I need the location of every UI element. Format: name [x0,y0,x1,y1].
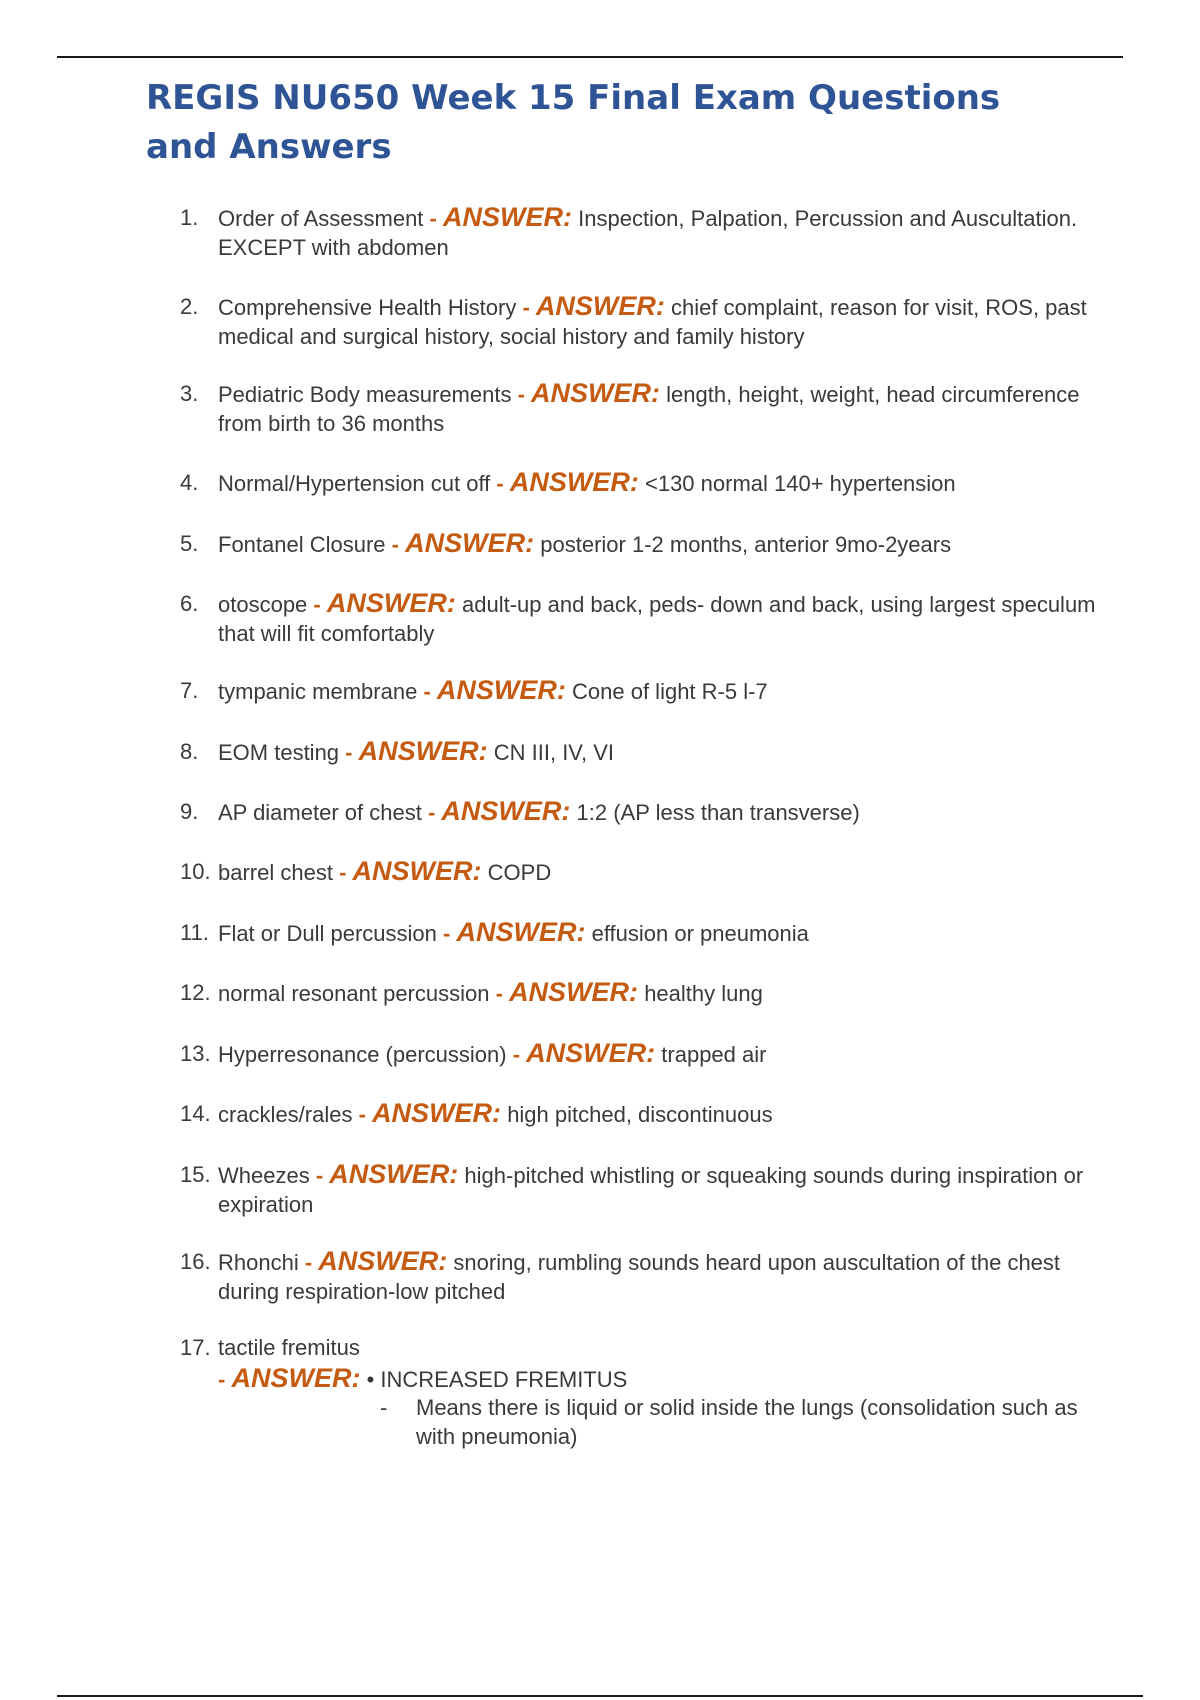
answer-text: length, height, weight, head circumference from birth to 36 months [218,382,1080,436]
answer-text: high-pitched whistling or squeaking sounds during inspiration or expiration [218,1163,1084,1217]
item-number: 8. [180,739,199,764]
answer-label: ANSWER: [436,675,566,705]
answer-label: ANSWER: [329,1159,459,1189]
answer-separator: - [522,295,530,320]
question-text: barrel chest [218,860,333,885]
question-text: Fontanel Closure [218,532,386,557]
answer-separator: - [304,1250,313,1275]
answer-separator: - [315,1163,324,1188]
item-number: 9. [180,799,199,824]
answer-label: ANSWER: [441,796,571,826]
item-number: 13. [180,1041,211,1066]
question-text: Pediatric Body measurements [218,382,512,407]
question-text: Order of Assessment [218,206,424,231]
question-text: crackles/rales [218,1102,353,1127]
answer-label: ANSWER: [352,856,482,886]
answer-label: ANSWER: [509,467,639,497]
question-text: Rhonchi [218,1250,299,1275]
answer-separator: - [496,471,504,496]
item-number: 14. [180,1101,211,1126]
answer-text: chief complaint, reason for visit, ROS, past medical and surgical history, social history and family history [218,295,1087,349]
answer-text: 1:2 (AP less than transverse) [576,800,860,825]
answer-text: healthy lung [644,981,763,1006]
item-number: 7. [180,678,199,703]
question-text: EOM testing [218,740,340,765]
answer-text: CN III, IV, VI [493,740,614,765]
answer-text: effusion or pneumonia [591,921,809,946]
question-text: normal resonant percussion [218,981,490,1006]
answer-label: ANSWER: [326,588,456,618]
answer-text: Cone of light R-5 l-7 [572,679,768,704]
answer-text: adult-up and back, peds- down and back, using largest speculum that will fit comfortably [218,592,1096,646]
item-number: 4. [180,470,199,495]
answer-label: ANSWER: [531,378,661,408]
answer-separator: - [427,800,436,825]
answer-separator: - [495,981,503,1006]
answer-label: ANSWER: [535,291,665,321]
sub-bullet-text: Means there is liquid or solid inside the lungs (consolidation such as with pneumonia) [416,1395,1078,1449]
question-text: tympanic membrane [218,679,418,704]
item-number: 17. [180,1335,211,1360]
question-text: Flat or Dull percussion [218,921,437,946]
answer-separator: - [443,921,451,946]
answer-separator: - [358,1102,366,1127]
answer-text: trapped air [661,1042,767,1067]
answer-separator: - [429,206,437,231]
item-number: 12. [180,980,211,1005]
item-number: 5. [180,531,199,556]
question-text: AP diameter of chest [218,800,422,825]
answer-label: ANSWER: [443,202,572,232]
answer-separator: - [339,860,347,885]
answer-label: ANSWER: [231,1363,361,1393]
answer-separator: - [345,740,353,765]
answer-label: ANSWER: [358,736,488,766]
item-number: 3. [180,381,199,406]
answer-separator: - [313,592,321,617]
item-number: 16. [180,1249,211,1274]
answer-line [218,1364,627,1394]
answer-text: COPD [487,860,552,885]
question-text: tactile fremitus [218,1335,360,1360]
answer-separator: - [517,382,525,407]
answer-separator: - [512,1042,521,1067]
answer-label: ANSWER: [405,528,535,558]
item-number: 10. [180,859,211,884]
question-text: Comprehensive Health History [218,295,517,320]
answer-separator: - [423,679,431,704]
answer-text: snoring, rumbling sounds heard upon auscultation of the chest during respiration-low pitched [218,1250,1061,1304]
answer-text: Inspection, Palpation, Percussion and Auscultation. EXCEPT with abdomen [218,206,1078,260]
item-number: 1. [180,205,199,230]
answer-label: ANSWER: [509,977,639,1007]
question-text: Hyperresonance (percussion) [218,1042,507,1067]
answer-text: <130 normal 140+ hypertension [644,471,956,496]
dash-marker: - [380,1395,388,1420]
question-text: otoscope [218,592,308,617]
item-number: 2. [180,294,199,319]
document-title: REGIS NU650 Week 15 Final Exam Questions and Answers [146,78,1001,167]
question-text: Normal/Hypertension cut off [218,471,491,496]
answer-text: high pitched, discontinuous [507,1102,773,1127]
question-text: Wheezes [218,1163,310,1188]
answer-label: ANSWER: [456,917,586,947]
answer-label: ANSWER: [372,1098,502,1128]
answer-text: posterior 1-2 months, anterior 9mo-2years [540,532,952,557]
answer-separator: - [391,532,399,557]
answer-label: ANSWER: [318,1246,448,1276]
answer-label: ANSWER: [526,1038,656,1068]
bottom-rule [57,1695,1143,1697]
answer-text: • INCREASED FREMITUS [366,1367,628,1392]
item-number: 15. [180,1162,211,1187]
item-number: 11. [180,920,209,945]
top-rule [57,56,1123,58]
item-number: 6. [180,591,199,616]
answer-separator: - [218,1367,226,1392]
